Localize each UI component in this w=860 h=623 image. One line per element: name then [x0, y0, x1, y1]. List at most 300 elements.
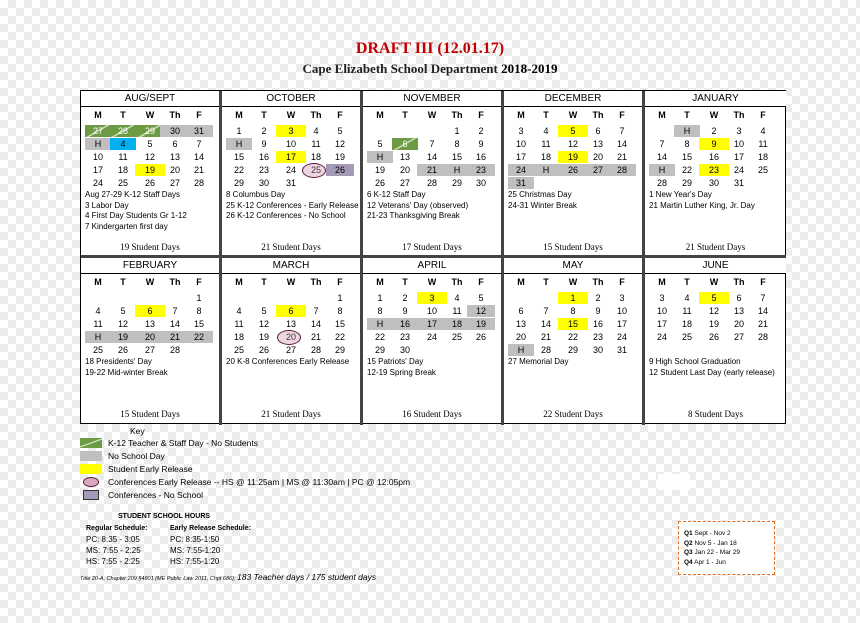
weekday-header: M [235, 110, 243, 120]
page-subtitle [0, 61, 860, 77]
early-hs: HS: 7:55-1:20 [170, 557, 220, 566]
day-cell: 14 [169, 319, 180, 329]
day-cell: 13 [515, 319, 526, 329]
day-cell: 6 [172, 139, 178, 149]
day-cell: 3 [276, 125, 306, 137]
day-cell: 14 [540, 319, 551, 329]
day-cell: 23 [467, 164, 495, 176]
weekday-header: M [94, 277, 102, 287]
day-cell: 6 [135, 305, 165, 317]
calendar-grid [80, 90, 786, 424]
month-may [504, 258, 645, 425]
day-cell: 11 [758, 139, 768, 149]
day-cell: 6 [595, 126, 601, 136]
day-cell: 5 [261, 306, 267, 316]
day-cell: 13 [144, 319, 155, 329]
day-cell: 22 [567, 332, 578, 342]
day-cell: 29 [233, 178, 244, 188]
day-cell: 7 [429, 139, 435, 149]
day-cell: 5 [478, 293, 484, 303]
day-cell: 21 [193, 165, 204, 175]
weekday-header: T [402, 110, 408, 120]
weekday-header: Th [733, 277, 745, 287]
month-name: FEBRUARY [81, 258, 219, 274]
day-cell: 12 [144, 152, 155, 162]
day-cell: 26 [144, 178, 155, 188]
weekday-header: Th [451, 110, 463, 120]
day-cell: 7 [659, 139, 665, 149]
conference-oval-swatch [83, 477, 99, 487]
legend-label: Conferences Early Release -- HS @ 11:25am | MS @ 11:30am | PC @ 12:05pm [108, 477, 411, 487]
day-cell: 10 [733, 139, 744, 149]
student-days-count: 15 Student Days [543, 242, 603, 252]
day-cell: 17 [515, 152, 526, 162]
day-cell: 20 [592, 152, 603, 162]
day-cell: 4 [684, 293, 690, 303]
event-line: 24-31 Winter Break [508, 200, 577, 210]
month-name: JANUARY [645, 91, 786, 107]
day-cell: 17 [417, 318, 447, 330]
day-cell: 29 [135, 125, 165, 137]
event-line: 7 Kindergarten first day [85, 221, 168, 231]
day-cell: 9 [261, 139, 267, 149]
month-events [85, 357, 219, 378]
event-line: 3 Labor Day [85, 200, 129, 210]
weekday-header: Th [169, 277, 181, 287]
day-cell: 20 [399, 165, 410, 175]
weekday-header: F [760, 277, 766, 287]
day-cell: 2 [595, 293, 601, 303]
weekday-header: F [760, 110, 766, 120]
student-days-count: 19 Student Days [120, 242, 180, 252]
day-cell: 24 [733, 165, 744, 175]
weekday-header: M [517, 110, 525, 120]
day-cell: 28 [110, 125, 136, 137]
day-cell: H [533, 164, 559, 176]
early-release-swatch [80, 464, 102, 474]
legend-item-staff-day [80, 438, 440, 449]
day-cell: 18 [117, 165, 128, 175]
weekday-header: M [658, 277, 666, 287]
footnote-law: Title 20-A, Chapter 209 §4801 (ME Public Law 2011, Chpt 686); [80, 576, 236, 582]
month-name: OCTOBER [222, 91, 360, 107]
day-cell: 6 [518, 306, 524, 316]
day-cell: 2 [711, 126, 717, 136]
month-aug-sept [81, 91, 222, 258]
student-days-count: 15 Student Days [120, 409, 180, 419]
quarter-row: Q2 Nov 5 - Jan 18 [684, 539, 737, 547]
day-cell: 8 [337, 306, 343, 316]
student-days-count: 21 Student Days [685, 242, 746, 252]
month-november [363, 91, 504, 258]
day-cell: 7 [196, 139, 202, 149]
early-release-schedule [170, 523, 251, 567]
day-cell: H [85, 331, 111, 343]
day-cell: 31 [285, 178, 296, 188]
weekday-header: W [709, 110, 719, 120]
weekday-header: T [261, 277, 267, 287]
weekday-header: W [568, 277, 578, 287]
day-cell: 26 [117, 345, 128, 355]
day-cell: 25 [301, 164, 331, 176]
day-cell: 15 [681, 152, 692, 162]
day-cell: 15 [451, 152, 462, 162]
day-cell: 11 [234, 319, 244, 329]
weekday-header: W [427, 277, 437, 287]
day-cell: 5 [120, 306, 126, 316]
day-cell: 12 [708, 306, 719, 316]
day-cell: 8 [377, 306, 383, 316]
district-name: Cape Elizabeth School Department [302, 61, 498, 76]
student-days-count: 21 Student Days [261, 409, 321, 419]
month-events [85, 190, 219, 232]
day-cell: 6 [276, 305, 306, 317]
day-cell: 25 [233, 345, 244, 355]
day-cell: 5 [337, 126, 343, 136]
weekday-header: Th [592, 277, 604, 287]
day-cell: 28 [656, 178, 667, 188]
day-cell: 14 [656, 152, 667, 162]
day-cell: H [226, 138, 252, 150]
day-cell: 6 [736, 293, 742, 303]
day-cell: 27 [144, 345, 155, 355]
day-cell: 5 [699, 292, 729, 304]
student-days-count: 22 Student Days [543, 409, 603, 419]
day-cell: 4 [110, 138, 136, 150]
day-cell: 26 [708, 332, 719, 342]
day-cell: 4 [543, 126, 549, 136]
weekday-header: T [402, 277, 408, 287]
day-cell: H [674, 125, 700, 137]
early-heading: Early Release Schedule: [170, 525, 251, 532]
day-cell: 29 [374, 345, 385, 355]
day-cell: 26 [258, 345, 269, 355]
weekday-header: F [478, 277, 484, 287]
legend-title: Key [130, 426, 145, 436]
day-cell: 26 [558, 164, 588, 176]
early-ms: MS: 7:55-1:20 [170, 546, 221, 555]
event-line: 19-22 Mid-winter Break [85, 367, 168, 377]
weekday-header: W [709, 277, 719, 287]
legend-item-no-school [80, 451, 440, 462]
day-cell: 19 [110, 331, 136, 343]
day-cell: 8 [684, 139, 690, 149]
day-cell: 4 [236, 306, 242, 316]
day-cell: 26 [374, 178, 385, 188]
day-cell: 14 [616, 139, 627, 149]
regular-hs: HS: 7:55 - 2:25 [86, 557, 140, 566]
day-cell: 11 [541, 139, 551, 149]
day-cell: 16 [592, 319, 603, 329]
day-cell: 16 [392, 318, 418, 330]
day-cell: 9 [699, 138, 729, 150]
day-cell: 24 [285, 165, 296, 175]
day-cell: 12 [258, 319, 269, 329]
event-line: 15 Patriots' Day [367, 357, 424, 366]
day-cell: 7 [543, 306, 549, 316]
month-events [508, 190, 642, 211]
day-cell: 11 [118, 152, 128, 162]
day-cell: 18 [233, 332, 244, 342]
day-cell: 13 [399, 152, 410, 162]
day-cell: 18 [310, 152, 321, 162]
quarter-row: Q1 Sept - Nov 2 [684, 530, 731, 537]
day-cell: 1 [454, 126, 460, 136]
event-line: 1 New Year's Day [649, 190, 712, 199]
day-cell: 25 [757, 165, 768, 175]
day-cell: 15 [233, 152, 244, 162]
day-cell: 30 [399, 345, 410, 355]
day-cell: 28 [310, 345, 321, 355]
month-april [363, 258, 504, 425]
day-cell: H [367, 318, 393, 330]
hours-title: STUDENT SCHOOL HOURS [118, 513, 211, 520]
day-cell: 6 [392, 138, 418, 150]
day-cell: 3 [659, 293, 665, 303]
day-cell: 27 [733, 332, 744, 342]
month-name: APRIL [363, 258, 501, 274]
day-cell: 22 [185, 331, 213, 343]
day-cell: 18 [540, 152, 551, 162]
legend-item-conferences-early [80, 477, 440, 488]
day-cell: 7 [619, 126, 625, 136]
month-events [367, 190, 501, 222]
day-cell: 1 [558, 292, 588, 304]
day-cell: 18 [757, 152, 768, 162]
weekday-header: M [235, 277, 243, 287]
day-cell: 24 [426, 332, 437, 342]
event-line: 20 K-8 Conferences Early Release [226, 357, 350, 366]
weekday-header: T [684, 110, 690, 120]
month-june [645, 258, 786, 425]
day-cell: 7 [313, 306, 319, 316]
weekday-header: F [337, 277, 343, 287]
weekday-header: W [427, 110, 437, 120]
day-cell: 9 [595, 306, 601, 316]
month-events [649, 190, 783, 211]
day-cell: H [85, 138, 111, 150]
day-cell: 31 [508, 177, 534, 189]
day-cell: 5 [147, 139, 153, 149]
month-name: DECEMBER [504, 91, 642, 107]
day-cell: 17 [616, 319, 627, 329]
day-cell: 20 [276, 331, 306, 343]
student-days-count: 8 Student Days [688, 409, 743, 419]
month-march [222, 258, 363, 425]
day-cell: 10 [285, 139, 296, 149]
conference-no-school-swatch [83, 490, 99, 500]
day-cell: 27 [399, 178, 410, 188]
day-cell: 12 [334, 139, 345, 149]
event-line: 12-19 Spring Break [367, 367, 436, 377]
event-line: 12 Veterans' Day (observed) [367, 200, 469, 210]
day-cell: 17 [733, 152, 744, 162]
day-cell: 10 [656, 306, 667, 316]
event-line: 8 Columbus Day [226, 190, 286, 199]
school-year: 2018-2019 [501, 61, 558, 76]
weekday-header: F [619, 110, 625, 120]
month-january [645, 91, 786, 258]
day-cell: 22 [374, 332, 385, 342]
day-cell: 16 [708, 152, 719, 162]
day-cell: 13 [169, 152, 180, 162]
day-cell: 25 [117, 178, 128, 188]
day-cell: 28 [426, 178, 437, 188]
day-cell: 11 [93, 319, 103, 329]
day-cell: 16 [258, 152, 269, 162]
day-cell: 10 [426, 306, 437, 316]
day-cell: 22 [233, 165, 244, 175]
day-cell: 22 [681, 165, 692, 175]
weekday-header: F [196, 277, 202, 287]
day-cell: 11 [311, 139, 321, 149]
day-cell: 31 [616, 345, 627, 355]
day-cell: 24 [508, 164, 534, 176]
day-cell: 26 [475, 332, 486, 342]
day-cell: 5 [558, 125, 588, 137]
day-cell: 29 [681, 178, 692, 188]
event-line: 21-23 Thanksgiving Break [367, 211, 460, 220]
month-events [367, 357, 501, 378]
day-cell: 19 [258, 332, 269, 342]
day-cell: 14 [426, 152, 437, 162]
day-cell: 4 [454, 293, 460, 303]
page-title: DRAFT III (12.01.17) [355, 40, 505, 57]
no-school-swatch [80, 451, 102, 461]
weekday-header: M [658, 110, 666, 120]
day-cell: 18 [442, 318, 472, 330]
legend-item-conferences-no-school [80, 490, 440, 501]
event-line: 27 Memorial Day [508, 357, 569, 366]
day-cell: 21 [160, 331, 190, 343]
event-line: 26 K-12 Conferences - No School [226, 211, 346, 220]
blank-box [658, 474, 690, 490]
day-cell: 25 [92, 345, 103, 355]
weekday-header: M [376, 277, 384, 287]
month-events [508, 357, 642, 368]
event-line: 9 High School Graduation [649, 357, 741, 366]
day-cell: 23 [399, 332, 410, 342]
day-cell: 17 [276, 151, 306, 163]
day-cell: 1 [196, 293, 202, 303]
event-line: 18 Presidents' Day [85, 357, 152, 366]
weekday-header: M [517, 277, 525, 287]
month-name: NOVEMBER [363, 91, 501, 107]
day-cell: 8 [454, 139, 460, 149]
day-cell: 2 [261, 126, 267, 136]
day-cell: 13 [285, 319, 296, 329]
day-cell: 26 [326, 164, 354, 176]
weekday-header: T [543, 110, 549, 120]
student-days-count: 16 Student Days [402, 409, 462, 419]
day-cell: 10 [92, 152, 103, 162]
day-cell: 12 [467, 305, 495, 317]
day-cell: 25 [451, 332, 462, 342]
event-line: 21 Martin Luther King, Jr. Day [649, 200, 755, 210]
day-cell: 21 [616, 152, 627, 162]
day-cell: 19 [374, 165, 385, 175]
month-february [81, 258, 222, 425]
day-cell: 3 [619, 293, 625, 303]
day-cell: 27 [285, 345, 296, 355]
regular-pc: PC: 8:35 - 3:05 [86, 535, 140, 544]
day-cell: 28 [193, 178, 204, 188]
day-cell: 2 [402, 293, 408, 303]
day-cell: 3 [518, 126, 524, 136]
day-cell: 18 [681, 319, 692, 329]
day-cell: 2 [478, 126, 484, 136]
day-cell: H [508, 344, 534, 356]
month-name: AUG/SEPT [81, 91, 219, 107]
day-cell: 31 [733, 178, 744, 188]
quarter-row: Q4 Apr 1 - Jun [684, 558, 726, 566]
day-cell: 15 [334, 319, 345, 329]
legend-item-early-release [80, 464, 440, 475]
day-cell: 20 [733, 319, 744, 329]
weekday-header: W [568, 110, 578, 120]
weekday-header: F [619, 277, 625, 287]
day-cell: H [649, 164, 675, 176]
day-cell: 29 [334, 345, 345, 355]
legend-label: K-12 Teacher & Staff Day - No Students [108, 438, 258, 448]
day-cell: 13 [733, 306, 744, 316]
day-cell: 19 [334, 152, 345, 162]
weekday-header: W [286, 277, 296, 287]
day-cell: 31 [185, 125, 213, 137]
day-cell: 19 [708, 319, 719, 329]
day-cell: 20 [515, 332, 526, 342]
weekday-header: T [684, 277, 690, 287]
day-cell: 21 [540, 332, 551, 342]
day-cell: 29 [451, 178, 462, 188]
day-cell: 9 [402, 306, 408, 316]
event-line: 25 Christmas Day [508, 190, 572, 199]
day-cell: 23 [699, 164, 729, 176]
day-cell: 19 [467, 318, 495, 330]
day-cell: 24 [656, 332, 667, 342]
day-cell: 24 [616, 332, 627, 342]
day-cell: 23 [258, 165, 269, 175]
student-days-count: 21 Student Days [261, 242, 321, 252]
day-cell: 21 [310, 332, 321, 342]
day-cell: 11 [452, 306, 462, 316]
day-cell: 15 [558, 318, 588, 330]
weekday-header: Th [310, 110, 322, 120]
month-events [226, 357, 360, 368]
day-cell: 28 [757, 332, 768, 342]
month-october [222, 91, 363, 258]
day-cell: 8 [570, 306, 576, 316]
legend-label: No School Day [108, 451, 165, 461]
weekday-header: F [478, 110, 484, 120]
weekday-header: F [337, 110, 343, 120]
day-cell: 28 [169, 345, 180, 355]
weekday-header: T [120, 277, 126, 287]
day-cell: 24 [92, 178, 103, 188]
day-cell: 5 [377, 139, 383, 149]
day-cell: 7 [760, 293, 766, 303]
weekday-header: T [261, 110, 267, 120]
quarter-row: Q3 Jan 22 - Mar 29 [684, 549, 741, 556]
weekday-header: W [145, 110, 155, 120]
regular-heading: Regular Schedule: [86, 525, 148, 532]
month-december [504, 91, 645, 258]
day-cell: 14 [193, 152, 204, 162]
day-cell: 28 [540, 345, 551, 355]
weekday-header: M [94, 110, 102, 120]
weekday-header: Th [310, 277, 322, 287]
day-cell: 29 [567, 345, 578, 355]
